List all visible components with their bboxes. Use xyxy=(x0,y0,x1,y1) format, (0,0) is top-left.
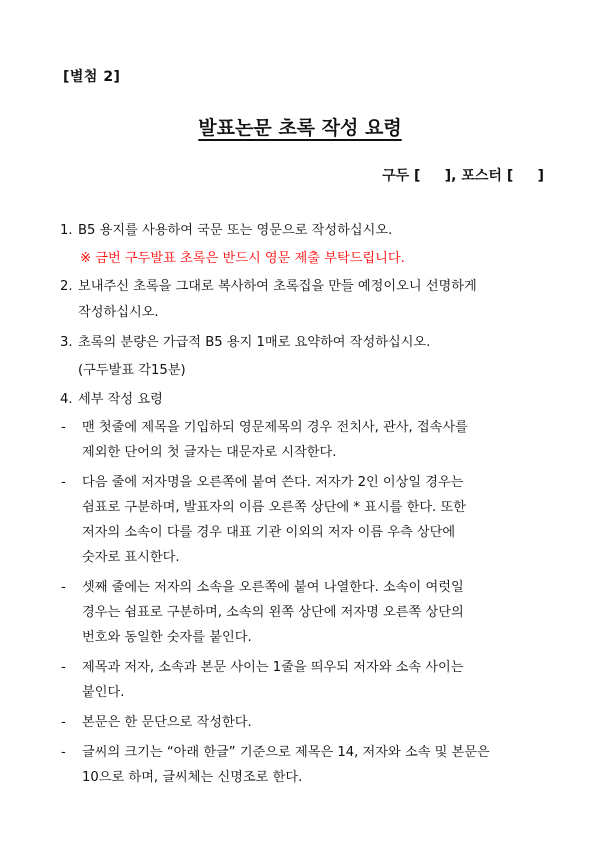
guideline-text: 맨 첫줄에 제목을 기입하되 영문제목의 경우 전치사, 관사, 접속사를 xyxy=(82,420,468,435)
guideline-text: 다음 줄에 저자명을 오른쪽에 붙여 쓴다. 저자가 2인 이상일 경우는 xyxy=(82,475,464,490)
guideline-text: 10으로 하며, 글씨체는 신명조로 한다. xyxy=(82,770,303,785)
guideline-text: 경우는 쉼표로 구분하며, 소속의 왼쪽 상단에 저자명 오른쪽 상단의 xyxy=(82,605,464,620)
list-item-text: 초록의 분량은 가급적 B5 용지 1매로 요약하여 작성하십시오. xyxy=(78,335,431,350)
dash-bullet: - xyxy=(61,660,66,675)
list-item-number: 2. xyxy=(60,279,73,294)
list-item-text: B5 용지를 사용하여 국문 또는 영문으로 작성하십시오. xyxy=(78,223,393,238)
list-item-text: 보내주신 초록을 그대로 복사하여 초록집을 만들 예정이오니 선명하게 xyxy=(78,279,477,294)
guideline-text: 쉼표로 구분하며, 발표자의 이름 오른쪽 상단에 * 표시를 한다. 또한 xyxy=(82,500,466,515)
list-item-text: (구두발표 각15분) xyxy=(78,363,186,378)
guideline-text: 숫자로 표시한다. xyxy=(82,550,180,565)
dash-bullet: - xyxy=(61,715,66,730)
dash-bullet: - xyxy=(61,580,66,595)
guideline-text: 본문은 한 문단으로 작성한다. xyxy=(82,715,252,730)
presentation-type-selector: 구두 [ ], 포스터 [ ] xyxy=(382,168,544,184)
guideline-text: 번호와 동일한 숫자를 붙인다. xyxy=(82,630,252,645)
list-item-number: 4. xyxy=(60,392,73,407)
guideline-text: 제외한 단어의 첫 글자는 대문자로 시작한다. xyxy=(82,445,337,460)
document-title xyxy=(0,113,600,140)
list-item-number: 3. xyxy=(60,335,73,350)
dash-bullet: - xyxy=(61,745,66,760)
guideline-text: 글씨의 크기는 “아래 한글” 기준으로 제목은 14, 저자와 소속 및 본문은 xyxy=(82,745,490,760)
attachment-label: [별첨 2] xyxy=(63,69,121,85)
guideline-text: 붙인다. xyxy=(82,685,125,700)
list-item-number: 1. xyxy=(60,223,73,238)
list-item-text: 작성하십시오. xyxy=(78,305,159,320)
document-title-text: 발표논문 초록 작성 요령 xyxy=(198,117,402,139)
guideline-text: 셋째 줄에는 저자의 소속을 오른쪽에 붙여 나열한다. 소속이 여럿일 xyxy=(82,580,464,595)
red-notice: ※ 금번 구두발표 초록은 반드시 영문 제출 부탁드립니다. xyxy=(80,251,405,266)
guideline-text: 제목과 저자, 소속과 본문 사이는 1줄을 띄우되 저자와 소속 사이는 xyxy=(82,660,464,675)
dash-bullet: - xyxy=(61,420,66,435)
dash-bullet: - xyxy=(61,475,66,490)
list-item-text: 세부 작성 요령 xyxy=(78,392,163,407)
guideline-text: 저자의 소속이 다를 경우 대표 기관 이외의 저자 이름 우측 상단에 xyxy=(82,525,456,540)
